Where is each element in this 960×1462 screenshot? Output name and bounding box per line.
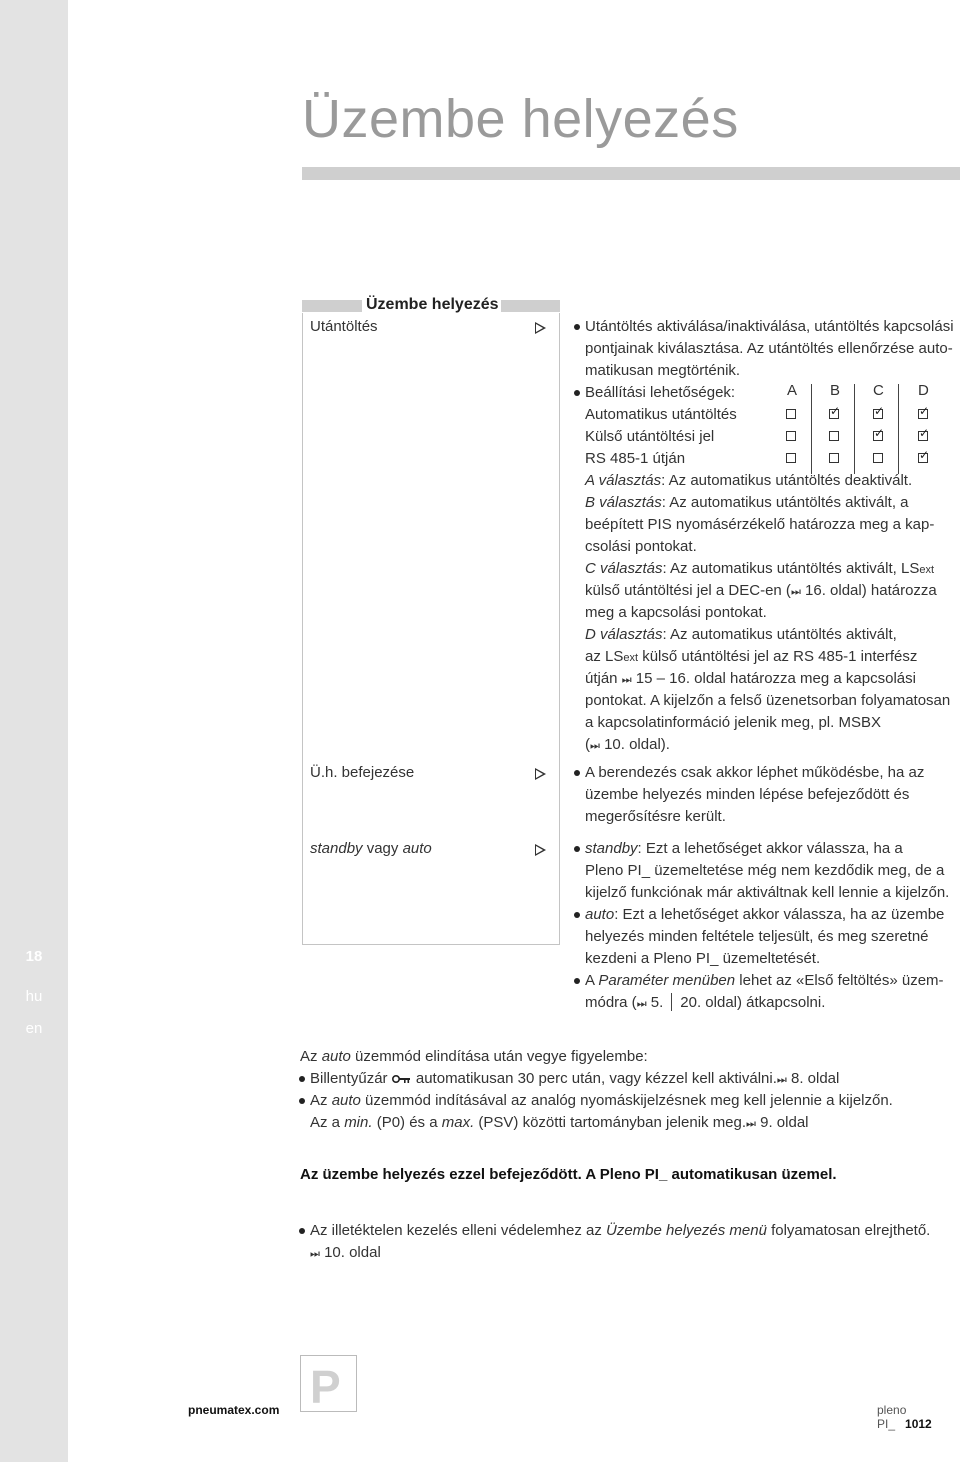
auto-1: auto: Ezt a lehetőséget akkor válassza, ha az üzembe bbox=[585, 904, 944, 926]
standby-2: Pleno PI_ üzemeltetése még nem kezdődik meg, de a bbox=[585, 862, 945, 879]
param-2: módra (⏭ 5. 20. oldal) átkapcsolni. bbox=[585, 994, 826, 1011]
range-note: Az a min. (P0) és a max. (PSV) közötti tartományban jelenik meg.⏭ 9. oldal bbox=[310, 1114, 809, 1131]
refill-desc-2: pontjainak kiválasztása. Az utántöltés ellenőrzése auto- bbox=[585, 340, 953, 357]
checkbox-checked bbox=[829, 409, 839, 419]
table-row-label: Automatikus utántöltés bbox=[585, 406, 737, 423]
col-a: A bbox=[787, 382, 798, 399]
checkbox-empty bbox=[873, 453, 883, 463]
page-ref-icon: ⏭ bbox=[776, 1073, 787, 1086]
section-bar-left bbox=[302, 300, 362, 312]
option-b-3: csolási pontokat. bbox=[585, 538, 697, 555]
option-d-4: pontokat. A kijelzőn a felső üzenetsorban folyamatosan bbox=[585, 692, 951, 709]
footer-site[interactable]: pneumatex.com bbox=[188, 1403, 280, 1417]
page-ref-icon: ⏭ bbox=[621, 673, 632, 686]
table-row-label: RS 485-1 útján bbox=[585, 450, 686, 467]
finish-3: megerősítésre került. bbox=[585, 808, 726, 825]
col-divider bbox=[898, 384, 899, 474]
auto-2: helyezés minden feltétele teljesült, és meg szeretné bbox=[585, 928, 929, 945]
option-a: A választás: Az automatikus utántöltés deaktivált. bbox=[585, 472, 913, 489]
checkbox-checked bbox=[873, 431, 883, 441]
refill-desc-1: Utántöltés aktiválása/inaktiválása, utántöltés kapcsolási bbox=[585, 316, 954, 338]
checkbox-empty bbox=[829, 453, 839, 463]
checkbox-empty bbox=[786, 409, 796, 419]
logo: P bbox=[310, 1361, 341, 1413]
refill-desc-3: matikusan megtörténik. bbox=[585, 362, 741, 379]
col-d: D bbox=[918, 382, 929, 399]
table-row-label: Külső utántöltési jel bbox=[585, 428, 715, 445]
checkbox-empty bbox=[786, 453, 796, 463]
checkbox-checked bbox=[918, 453, 928, 463]
checkbox-checked bbox=[918, 409, 928, 419]
checkbox-checked bbox=[873, 409, 883, 419]
settings-label: Beállítási lehetőségek: bbox=[585, 382, 735, 404]
auto-intro: Az auto üzemmód elindítása után vegye figyelembe: bbox=[300, 1048, 648, 1065]
auto-3: kezdeni a Pleno PI_ üzemeltetését. bbox=[585, 950, 821, 967]
section-bar-right bbox=[501, 300, 560, 312]
row-label-standby: standby vagy auto bbox=[310, 840, 432, 857]
section-title: Üzembe helyezés bbox=[366, 296, 499, 313]
checkbox-empty bbox=[786, 431, 796, 441]
checkbox-checked bbox=[918, 431, 928, 441]
title-rule bbox=[302, 167, 960, 180]
triangle-icon bbox=[535, 844, 546, 856]
keylock-note: Billentyűzár automatikusan 30 perc után, vagy kézzel kell aktiválni.⏭ 8. oldal bbox=[310, 1068, 839, 1091]
option-d-2: az LSext külső utántöltési jel az RS 485-1 interfész bbox=[585, 648, 918, 665]
option-c: C választás: Az automatikus utántöltés aktivált, LSext bbox=[585, 560, 935, 577]
option-d-5: a kapcsolatinformáció jelenik meg, pl. MSBX bbox=[585, 714, 881, 731]
sidebar bbox=[0, 0, 68, 1462]
row-label-finish: Ü.h. befejezése bbox=[310, 764, 415, 781]
lang-hu: hu bbox=[25, 988, 43, 1005]
col-divider bbox=[854, 384, 855, 474]
triangle-icon bbox=[535, 768, 546, 780]
page-ref-icon: ⏭ bbox=[746, 1117, 756, 1130]
col-divider bbox=[811, 384, 812, 474]
page-number: 18 bbox=[25, 948, 43, 965]
divider bbox=[671, 993, 672, 1011]
finish-1: A berendezés csak akkor léphet működésbe, ha az bbox=[585, 762, 924, 784]
option-b-2: beépített PIS nyomásérzékelő határozza meg a kap- bbox=[585, 516, 935, 533]
row-label-refill: Utántöltés bbox=[310, 318, 378, 335]
option-d: D választás: Az automatikus utántöltés aktivált, bbox=[585, 626, 897, 643]
footer-product: pleno PI_ 1012 bbox=[877, 1403, 932, 1431]
completion-note: Az üzembe helyezés ezzel befejeződött. A Pleno PI_ automatikusan üzemel. bbox=[300, 1166, 837, 1183]
hide-menu-ref: ⏭ 10. oldal bbox=[310, 1244, 381, 1261]
page-ref-icon: ⏭ bbox=[590, 739, 600, 752]
col-b: B bbox=[830, 382, 841, 399]
option-c-3: meg a kapcsolási pontokat. bbox=[585, 604, 767, 621]
page-ref-icon: ⏭ bbox=[310, 1247, 320, 1260]
key-icon bbox=[392, 1069, 410, 1079]
hide-menu-note: Az illetéktelen kezelés elleni védelemhez az Üzembe helyezés menü folyamatosan elrejthető. bbox=[310, 1220, 930, 1242]
col-c: C bbox=[873, 382, 884, 399]
option-d-3: útján ⏭ 15 – 16. oldal határozza meg a kapcsolási bbox=[585, 670, 916, 687]
param-1: A Paraméter menüben lehet az «Első feltöltés» üzem- bbox=[585, 970, 944, 992]
standby-1: standby: Ezt a lehetőséget akkor válassza, ha a bbox=[585, 838, 903, 860]
page-ref-icon: ⏭ bbox=[636, 997, 647, 1010]
lang-en: en bbox=[25, 1020, 43, 1037]
triangle-icon bbox=[535, 322, 546, 334]
option-d-6: (⏭ 10. oldal). bbox=[585, 736, 670, 753]
page-title: Üzembe helyezés bbox=[302, 89, 739, 149]
checkbox-empty bbox=[829, 431, 839, 441]
page-ref-icon: ⏭ bbox=[790, 585, 801, 598]
finish-2: üzembe helyezés minden lépése befejeződött és bbox=[585, 786, 910, 803]
analog-note: Az auto üzemmód indításával az analóg nyomáskijelzésnek meg kell jelennie a kijelzőn. bbox=[310, 1090, 893, 1112]
option-c-2: külső utántöltési jel a DEC-en (⏭ 16. oldal) határozza bbox=[585, 582, 937, 599]
standby-3: kijelző funkciónak már aktiváltnak kell lennie a kijelzőn. bbox=[585, 884, 950, 901]
option-b: B választás: Az automatikus utántöltés aktivált, a bbox=[585, 494, 909, 511]
